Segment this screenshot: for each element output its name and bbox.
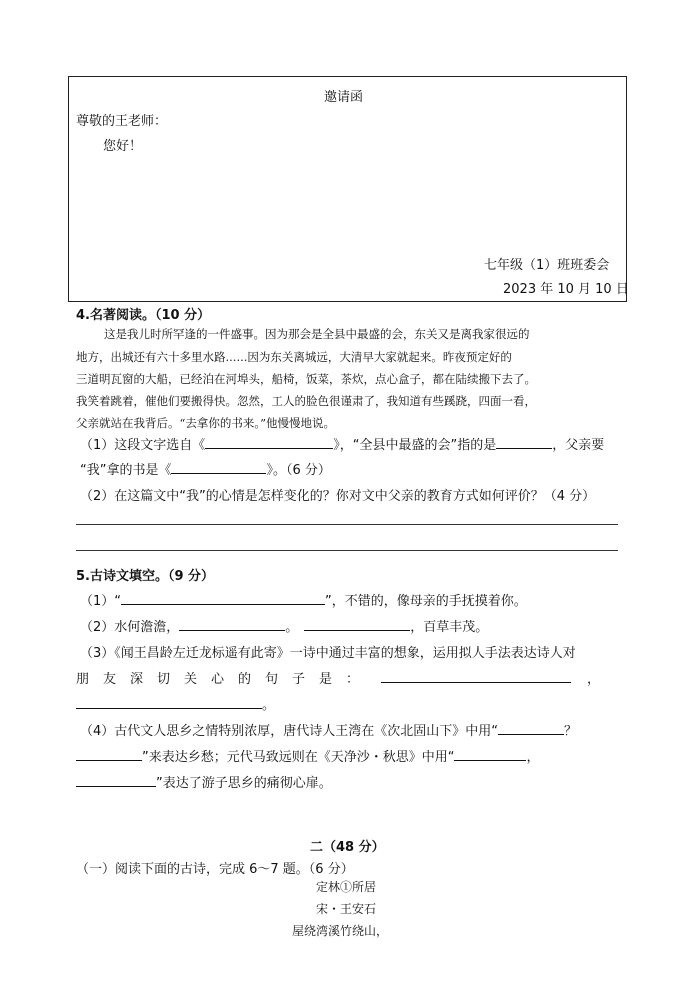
q5-blank-9[interactable] xyxy=(76,774,156,787)
part2-heading: 二（48 分） xyxy=(310,840,385,855)
q5-line2 xyxy=(80,616,488,635)
q5-text: ”表达了游子思乡的痛彻心扉。 xyxy=(156,776,332,791)
q5-text: 。 xyxy=(285,620,299,635)
invitation-date: 2023 年 10 月 10 日 xyxy=(503,282,629,297)
q5-text: （2）水何澹澹， xyxy=(80,620,180,635)
q4-sub1-text: “我”拿的书是《 xyxy=(80,463,172,478)
q4-passage-line: 地方，出城还有六十多里水路......因为东关离城远，大清早大家就起来。昨夜预定好的 xyxy=(76,350,512,364)
q5-line4a xyxy=(80,720,577,739)
q4-passage-line: 这是我儿时所罕逢的一件盛事。因为那会是全县中最盛的会，东关又是离我家很远的 xyxy=(104,327,530,341)
q5-text: ”，不错的，像母亲的手抚摸着你。 xyxy=(325,594,527,609)
invitation-salutation: 尊敬的王老师： xyxy=(76,114,168,129)
q4-passage-line: 父亲就站在我背后。“去拿你的书来。”他慢慢地说。 xyxy=(76,416,336,430)
poem-line: 屋绕湾溪竹绕山， xyxy=(292,924,389,938)
q5-text: ”来表达乡愁；元代马致远则在《天净沙・秋思》中用“ xyxy=(142,750,455,765)
q5-text: ， xyxy=(587,672,601,687)
q5-line1 xyxy=(80,590,527,609)
q4-passage-line: 我笑着跳着，催他们要搬得快。忽然，工人的脸色很谨肃了，我知道有些蹊跷，四面一看， xyxy=(76,394,536,408)
q5-blank-1[interactable] xyxy=(121,592,325,605)
q5-text: （4）古代文人思乡之情特别浓厚，唐代诗人王湾在《次北固山下》中用“ xyxy=(80,724,499,739)
q5-text: 朋友深切关心的句子是： xyxy=(76,672,374,687)
q4-sub1-line2 xyxy=(80,459,331,478)
q5-line4c xyxy=(76,772,332,791)
q5-blank-4[interactable] xyxy=(381,670,571,683)
q5-text: 。 xyxy=(262,698,276,713)
q4-sub2: （2）在这篇文中“我”的心情是怎样变化的？你对文中父亲的教育方式如何评价？（4 分） xyxy=(80,489,596,504)
invitation-title: 邀请函 xyxy=(324,90,364,105)
q5-blank-3[interactable] xyxy=(304,618,410,631)
invitation-greeting: 您好！ xyxy=(103,139,143,154)
q4-sub1-text: 》。（6 分） xyxy=(266,463,331,478)
invitation-signature: 七年级（1）班班委会 xyxy=(484,258,610,273)
q4-event-blank[interactable] xyxy=(496,436,552,449)
part2-intro: （一）阅读下面的古诗，完成 6～7 题。（6 分） xyxy=(76,862,354,877)
q4-father-book-blank[interactable] xyxy=(171,461,266,474)
q5-text: ，百草丰茂。 xyxy=(410,620,489,635)
q5-blank-6[interactable] xyxy=(498,722,564,735)
q4-book-title-blank[interactable] xyxy=(205,436,333,449)
q5-line4b xyxy=(76,746,540,765)
q4-sub1-line1 xyxy=(80,434,604,453)
poem-title: 定林①所居 xyxy=(316,880,377,894)
q5-blank-7[interactable] xyxy=(76,748,142,761)
q5-line3c xyxy=(76,694,275,713)
q5-blank-8[interactable] xyxy=(454,748,526,761)
q5-blank-2[interactable] xyxy=(179,618,285,631)
q4-heading: 4.名著阅读。（10 分） xyxy=(76,308,211,323)
q4-answer-line[interactable] xyxy=(76,550,618,551)
q5-line3b xyxy=(76,668,600,687)
q4-sub1-text: 》，“全县中最盛的会”指的是 xyxy=(333,438,497,453)
q4-answer-line[interactable] xyxy=(76,524,618,525)
q5-heading: 5.古诗文填空。（9 分） xyxy=(76,569,215,584)
q4-sub1-text: （1）这段文字选自《 xyxy=(80,438,206,453)
q5-text: ？ xyxy=(564,724,578,739)
poem-author: 宋・王安石 xyxy=(316,902,377,916)
q5-blank-5[interactable] xyxy=(76,696,262,709)
q4-sub1-text: ，父亲要 xyxy=(552,438,605,453)
q5-text: ， xyxy=(526,750,540,765)
q5-text: （1）“ xyxy=(80,594,122,609)
q5-line3a: （3）《闻王昌龄左迁龙标遥有此寄》一诗中通过丰富的想象，运用拟人手法表达诗人对 xyxy=(80,646,576,661)
q4-passage-line: 三道明瓦窗的大船，已经泊在河埠头，船椅，饭菜，茶炊，点心盒子，都在陆续搬下去了。 xyxy=(76,372,536,386)
